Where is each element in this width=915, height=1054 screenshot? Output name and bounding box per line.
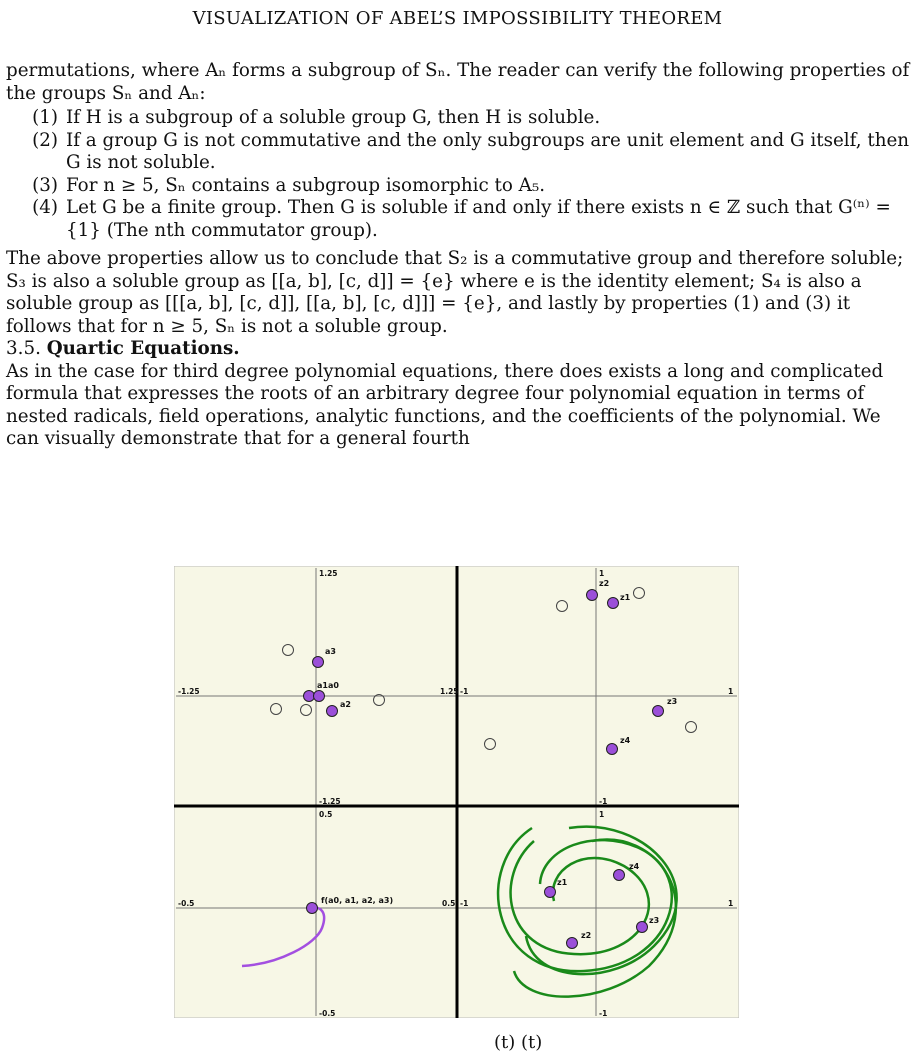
coefficient-point-a2[interactable]: [327, 706, 338, 717]
point-label: z3: [649, 916, 660, 925]
point-label: z4: [629, 862, 640, 871]
point-label: a3: [325, 647, 336, 656]
list-item: [6, 175, 911, 198]
point-label: z3: [667, 697, 678, 706]
coefficient-point-a0[interactable]: [314, 691, 325, 702]
list-text: If H is a subgroup of a soluble group G, then H is soluble.: [66, 107, 601, 128]
function-value-point[interactable]: [307, 903, 318, 914]
properties-list: [6, 107, 911, 242]
coefficient-point-a3[interactable]: [313, 657, 324, 668]
figure-canvas: [174, 566, 739, 1018]
list-item: [6, 107, 911, 130]
tick-label: 1: [728, 899, 734, 908]
section-number: 3.5.: [6, 338, 41, 359]
partial-next-line: [6, 1030, 911, 1054]
page-header: VISUALIZATION OF ABEL’S IMPOSSIBILITY THEOREM: [192, 8, 723, 29]
tick-label: -1: [599, 1009, 608, 1018]
root-point-z3[interactable]: [653, 706, 664, 717]
tick-label: 1: [599, 569, 605, 578]
tick-label: -1: [460, 687, 469, 696]
point-label: a2: [340, 700, 351, 709]
point-label: f(a0, a1, a2, a3): [321, 896, 394, 905]
section-title: Quartic Equations.: [46, 338, 240, 359]
root-visualization-figure: [174, 566, 739, 1018]
root-point-z2[interactable]: [567, 938, 578, 949]
point-label: a1a0: [317, 681, 339, 690]
list-number: (1): [32, 107, 58, 128]
tick-label: -1.25: [319, 797, 341, 806]
list-text: For n ≥ 5, Sₙ contains a subgroup isomorphic to A₅.: [66, 174, 546, 196]
tick-label: -0.5: [319, 1009, 336, 1018]
paragraph-conclusion: The above properties allow us to conclude that S₂ is a commutative group and therefore soluble; S₃ is also a soluble group as [[a, b], [c, d]] = {e} where e is the identity element; S₄ is also a soluble group as [[[a, b], [c, d]], [[a, b], [c, d]]] = {e}, and lastly by properties (1) and (3) it follows that for n ≥ 5, Sₙ is not a soluble group.: [6, 248, 904, 337]
point-label: z4: [620, 736, 631, 745]
tick-label: -0.5: [178, 899, 195, 908]
tick-label: -1: [460, 899, 469, 908]
coefficient-point-a1[interactable]: [304, 691, 315, 702]
list-text: If a group G is not commutative and the only subgroups are unit element and G itself, then G is not soluble.: [66, 129, 910, 173]
root-point-z1[interactable]: [545, 887, 556, 898]
paragraph-permutations: permutations, where Aₙ forms a subgroup of Sₙ. The reader can verify the following properties of the groups Sₙ and Aₙ:: [6, 60, 910, 104]
point-label: z1: [557, 878, 568, 887]
partial-text: (t) (t): [494, 1032, 543, 1053]
tick-label: -1.25: [178, 687, 200, 696]
list-item: [6, 130, 911, 175]
root-point-z3[interactable]: [637, 922, 648, 933]
tick-label: 1.25: [440, 687, 459, 696]
list-number: (3): [32, 174, 58, 196]
root-point-z4[interactable]: [614, 870, 625, 881]
body-text: [6, 60, 911, 451]
list-text: Let G be a finite group. Then G is soluble if and only if there exists n ∈ ℤ such that G⁽ⁿ⁾ = {1} (The nth commutator group).: [66, 197, 891, 241]
list-number: (2): [32, 129, 58, 151]
list-item: [6, 197, 911, 242]
list-number: (4): [32, 197, 58, 218]
root-point-z4[interactable]: [607, 744, 618, 755]
paragraph-quartic: As in the case for third degree polynomial equations, there does exists a long and complicated formula that expresses the roots of an arbitrary degree four polynomial equation in terms of nested radicals, field operations, analytic functions, and the coefficients of the polynomial. We can visually demonstrate that for a general fourth: [6, 360, 884, 449]
point-label: z1: [620, 593, 631, 602]
tick-label: 1: [728, 687, 734, 696]
root-point-z1[interactable]: [608, 598, 619, 609]
tick-label: 0.5: [319, 810, 333, 819]
point-label: z2: [581, 931, 592, 940]
section-heading: [6, 338, 911, 361]
tick-label: 0.5: [442, 899, 456, 908]
tick-label: -1: [599, 797, 608, 806]
tick-label: 1: [599, 810, 605, 819]
point-label: z2: [599, 579, 610, 588]
tick-label: 1.25: [319, 569, 338, 578]
root-point-z2[interactable]: [587, 590, 598, 601]
